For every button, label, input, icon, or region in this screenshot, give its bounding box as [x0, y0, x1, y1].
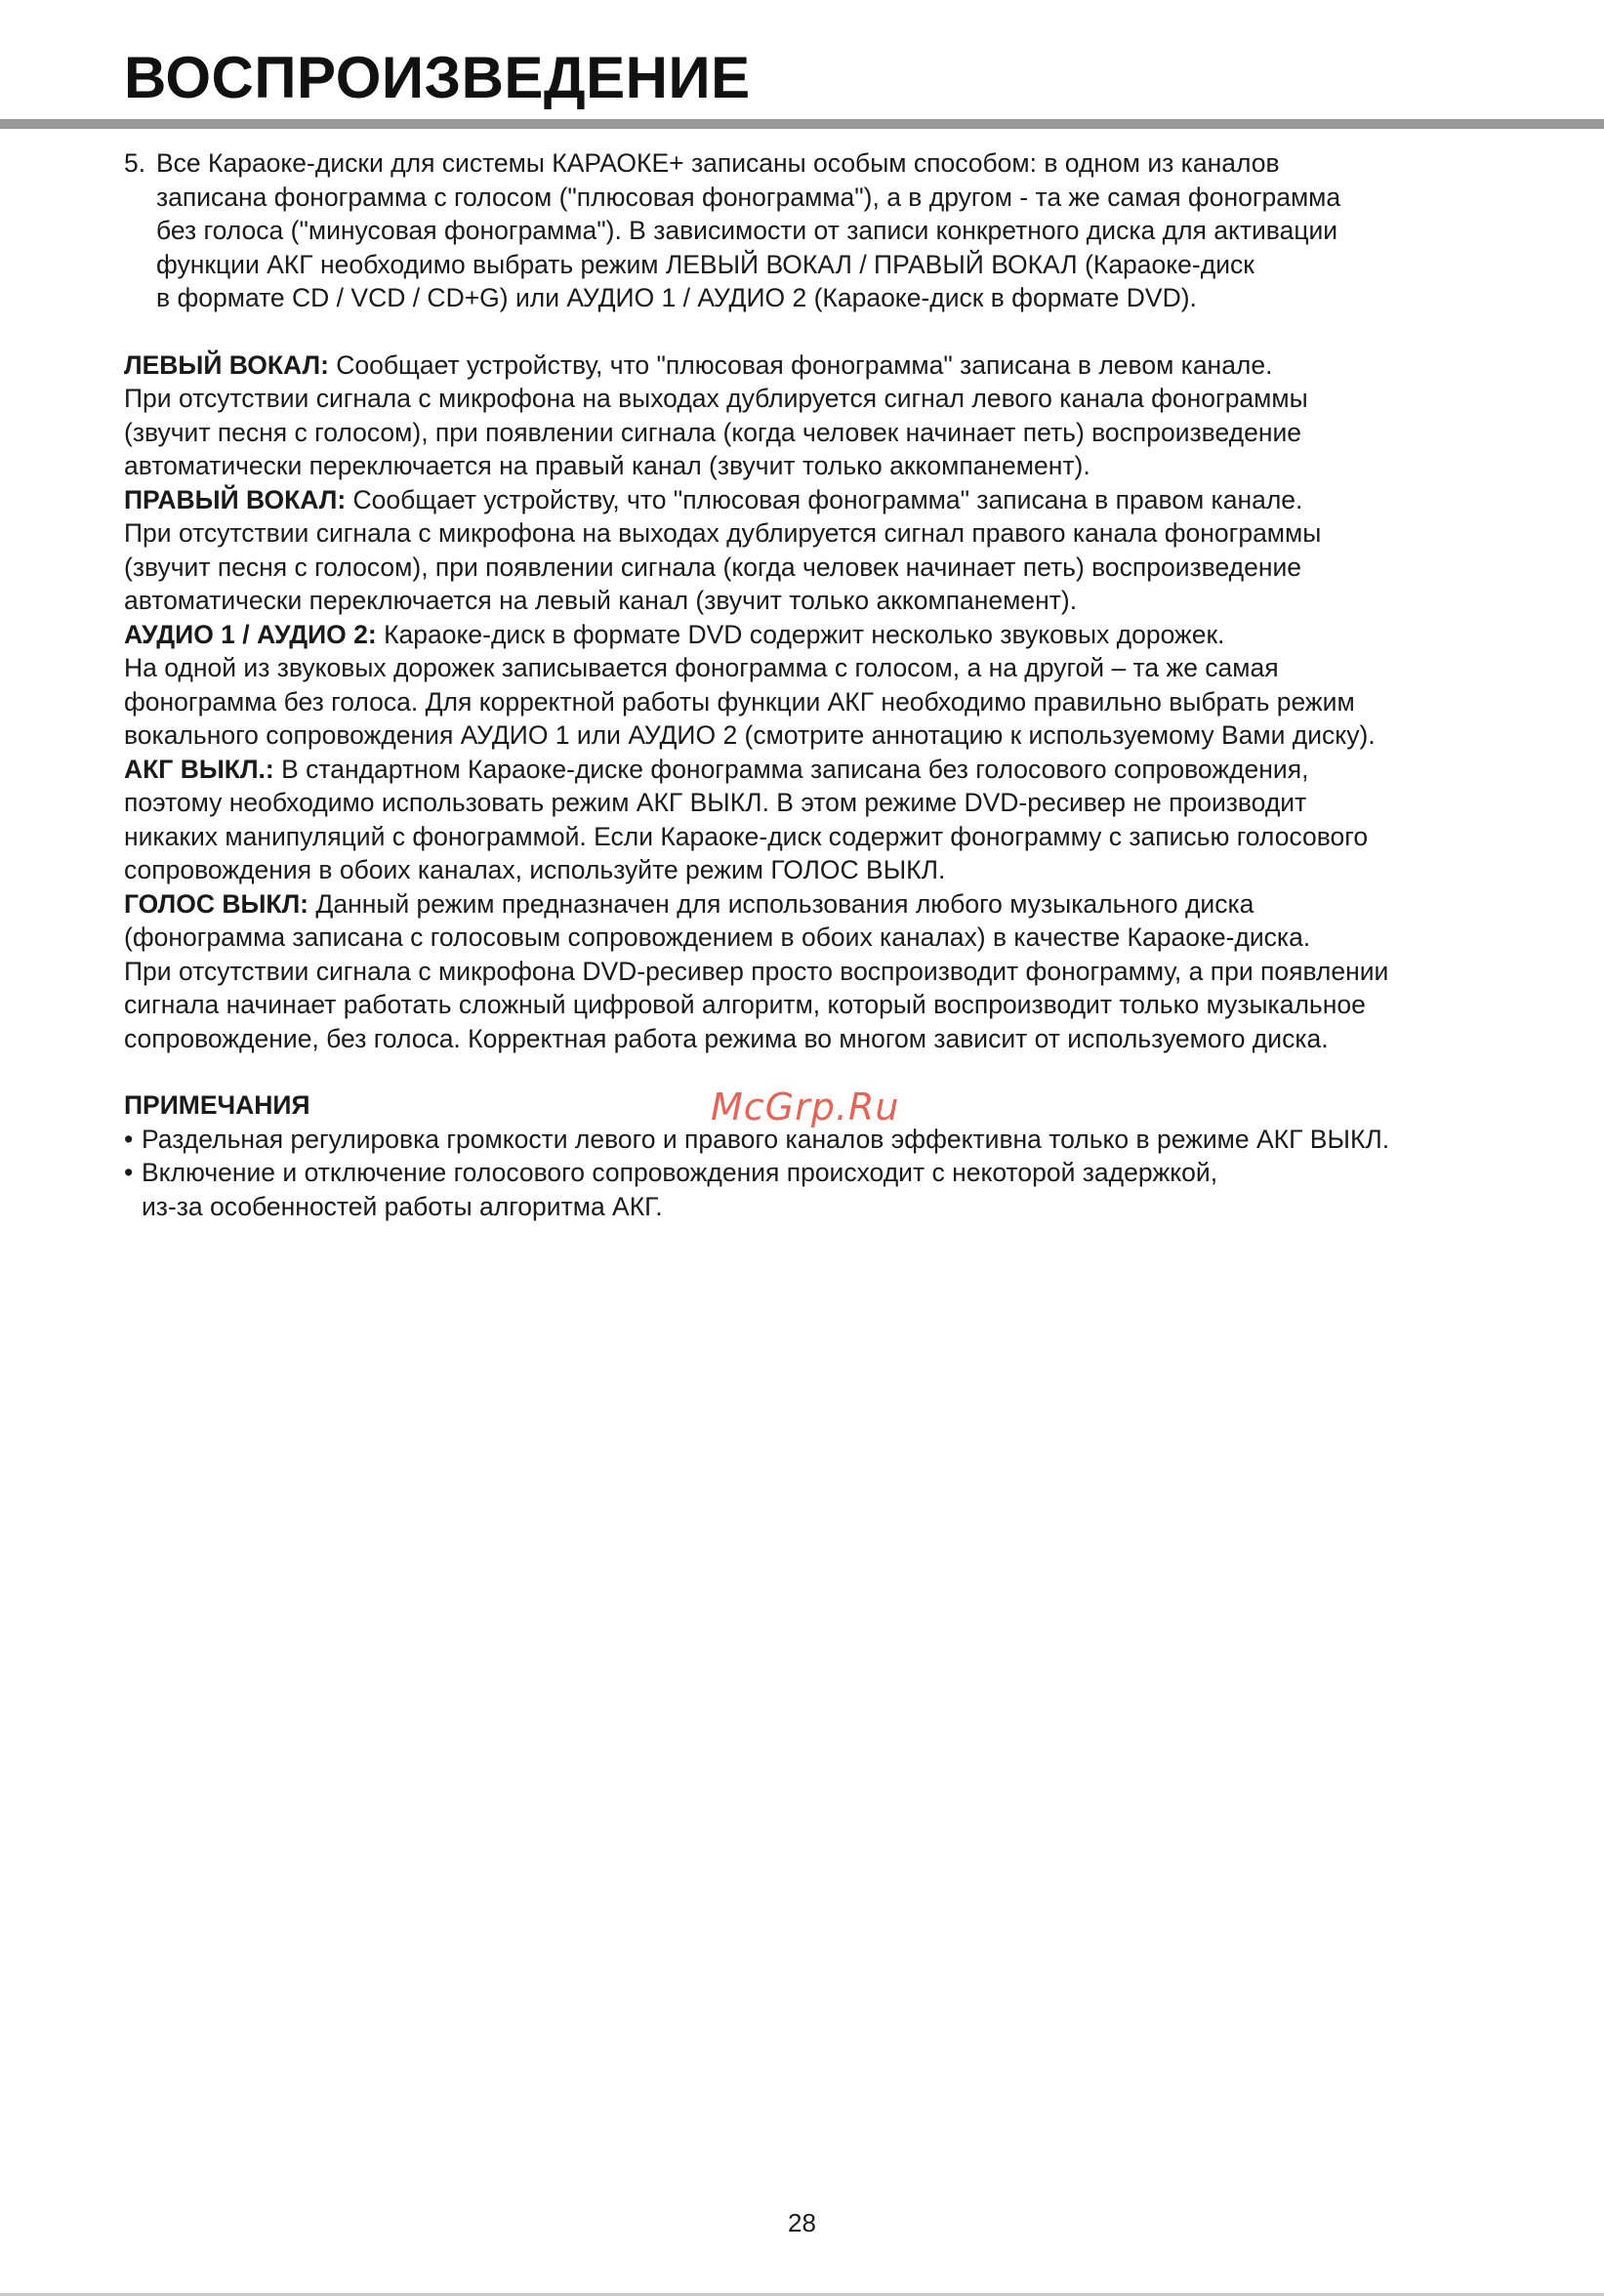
mode-right-vocal [124, 483, 1530, 618]
text-line: без голоса ("минусовая фонограмма"). В зависимости от записи конкретного диска для активации [156, 216, 1338, 245]
bullet-icon: • [124, 1158, 134, 1187]
text-line: При отсутствии сигнала с микрофона на выходах дублируется сигнал левого канала фонограммы [124, 384, 1308, 413]
body-content [124, 146, 1530, 1223]
spacer [124, 315, 1530, 348]
bullet-icon: • [124, 1124, 134, 1154]
text-line: сигнала начинает работать сложный цифровой алгоритм, который воспроизводит только музыкальное [124, 990, 1366, 1019]
notes-heading: ПРИМЕЧАНИЯ [124, 1090, 310, 1120]
text-line: никаких манипуляций с фонограммой. Если Караоке-диск содержит фонограмму с записью голосового [124, 821, 1369, 851]
text-line: Все Караоке-диски для системы КАРАОКЕ+ записаны особым способом: в одном из каналов [156, 148, 1280, 178]
mode-description: Сообщает устройству, что "плюсовая фонограмма" записана в левом канале. [328, 349, 1273, 380]
mode-first-line [124, 618, 1530, 652]
mode-label: ПРАВЫЙ ВОКАЛ: [124, 484, 347, 514]
text-line: вокального сопровождения АУДИО 1 или АУДИО 2 (смотрите аннотацию к используемому Вами диску). [124, 720, 1376, 750]
text-line: (звучит песня с голосом), при появлении сигнала (когда человек начинает петь) воспроизведение [124, 417, 1301, 447]
text-line: автоматически переключается на правый канал (звучит только аккомпанемент). [124, 451, 1090, 480]
page-number: 28 [788, 2208, 816, 2237]
mode-left-vocal [124, 348, 1530, 483]
text-line: (фонограмма записана с голосовым сопровождением в обоих каналах) в качестве Караоке-диска. [124, 922, 1311, 952]
mode-first-line [124, 887, 1530, 922]
mode-description: Сообщает устройству, что "плюсовая фонограмма" записана в правом канале. [346, 484, 1303, 514]
title-divider [0, 119, 1604, 129]
text-line: записана фонограмма с голосом ("плюсовая фонограмма"), а в другом - та же самая фонограмма [156, 182, 1341, 212]
mode-label: АКГ ВЫКЛ.: [124, 754, 274, 784]
mode-description: Данный режим предназначен для использования любого музыкального диска [308, 888, 1254, 919]
text-line: сопровождения в обоих каналах, используйте режим ГОЛОС ВЫКЛ. [124, 855, 946, 884]
text-line: сопровождение, без голоса. Корректная работа режима во многом зависит от используемого диска. [124, 1023, 1329, 1053]
text-line: При отсутствии сигнала с микрофона DVD-ресивер просто воспроизводит фонограмму, а при появлении [124, 956, 1389, 986]
text-line: Включение и отключение голосового сопровождения происходит с некоторой задержкой, [142, 1158, 1218, 1187]
text-line: На одной из звуковых дорожек записывается фонограмма с голосом, а на другой – та же самая [124, 653, 1279, 682]
mode-voice-off [124, 887, 1530, 1056]
page-title: ВОСПРОИЗВЕДЕНИЕ [124, 45, 751, 110]
item-number: 5. [124, 148, 146, 178]
text-line: функции АКГ необходимо выбрать режим ЛЕВЫЙ ВОКАЛ / ПРАВЫЙ ВОКАЛ (Караоке-диск [156, 249, 1254, 279]
text-line: (звучит песня с голосом), при появлении сигнала (когда человек начинает петь) воспроизведение [124, 552, 1301, 582]
mode-label: ГОЛОС ВЫКЛ: [124, 888, 309, 919]
text-line: Раздельная регулировка громкости левого и правого каналов эффективна только в режиме АКГ ВЫКЛ. [142, 1124, 1390, 1154]
mode-first-line [124, 753, 1530, 787]
text-line: При отсутствии сигнала с микрофона на выходах дублируется сигнал правого канала фонограммы [124, 518, 1322, 548]
mode-first-line [124, 348, 1530, 383]
mode-label: ЛЕВЫЙ ВОКАЛ: [124, 349, 329, 380]
mode-akg-off [124, 753, 1530, 887]
watermark: McGrp.Ru [711, 1086, 900, 1128]
mode-first-line [124, 483, 1530, 517]
note-item [124, 1156, 1530, 1223]
mode-audio-1-2 [124, 618, 1530, 753]
text-line: автоматически переключается на левый канал (звучит только аккомпанемент). [124, 586, 1078, 615]
text-line: поэтому необходимо использовать режим АКГ ВЫКЛ. В этом режиме DVD-ресивер не производит [124, 788, 1307, 817]
spacer [124, 1055, 1530, 1088]
mode-description: В стандартном Караоке-диске фонограмма записана без голосового сопровождения, [273, 754, 1309, 784]
mode-label: АУДИО 1 / АУДИО 2: [124, 619, 377, 649]
mode-description: Караоке-диск в формате DVD содержит несколько звуковых дорожек. [376, 619, 1225, 649]
text-line: из-за особенностей работы алгоритма АКГ. [142, 1191, 663, 1221]
numbered-item-5 [124, 146, 1530, 315]
text-line: в формате CD / VCD / CD+G) или АУДИО 1 / АУДИО 2 (Караоке-диск в формате DVD). [156, 283, 1197, 312]
text-line: фонограмма без голоса. Для корректной работы функции АКГ необходимо правильно выбрать режим [124, 686, 1355, 717]
